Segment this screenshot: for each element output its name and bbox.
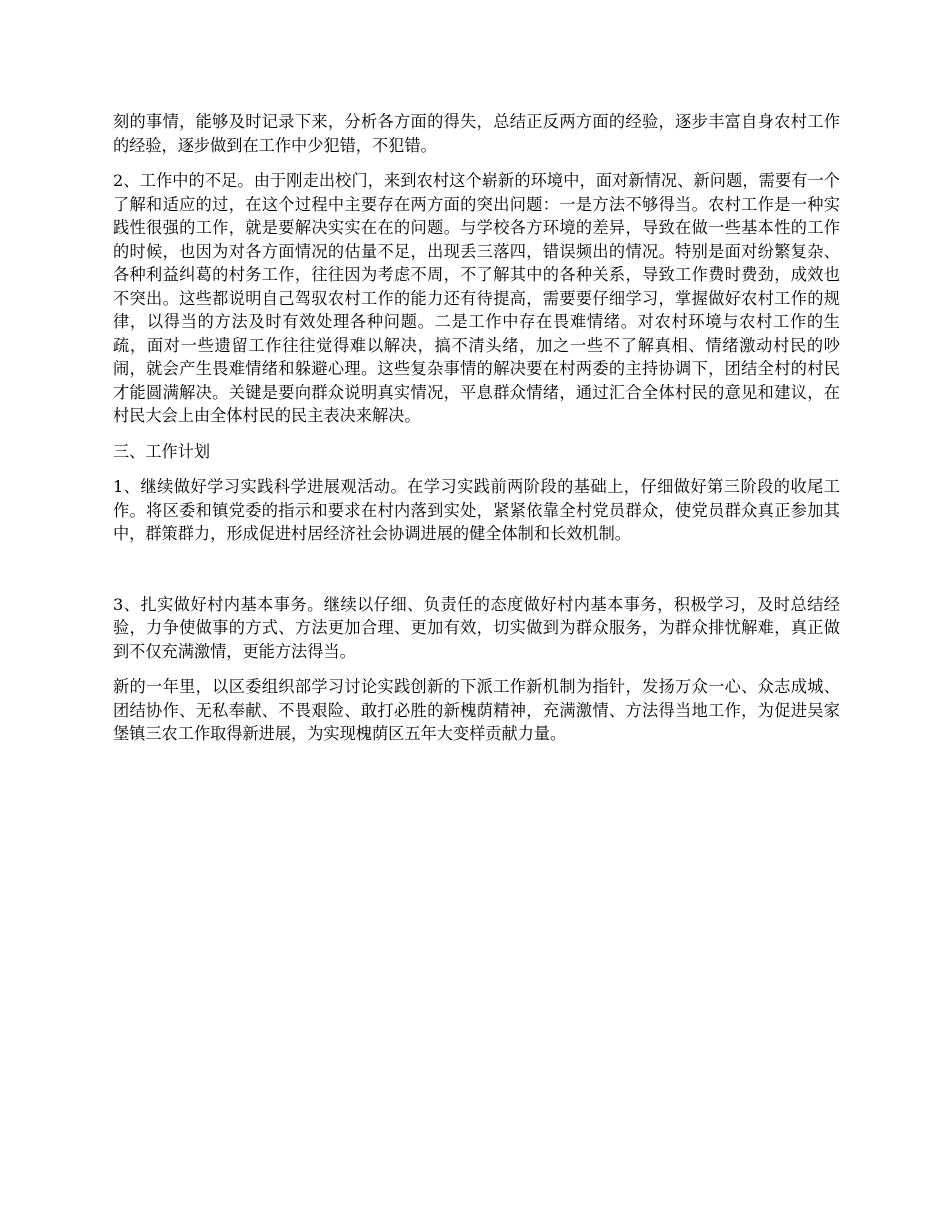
paragraph-plan-item-3: 3、扎实做好村内基本事务。继续以仔细、负责任的态度做好村内基本事务，积极学习，及时总结经验，力争使做事的方式、方法更加合理、更加有效，切实做到为群众服务，为群众排忧解难，真正做到不仅充满激情，更能方法得当。: [113, 594, 840, 661]
paragraph-experience-summary: 刻的事情，能够及时记录下来，分析各方面的得失，总结正反两方面的经验，逐步丰富自身农村工作的经验，逐步做到在工作中少犯错，不犯错。: [113, 112, 840, 155]
paragraph-conclusion: 新的一年里，以区委组织部学习讨论实践创新的下派工作新机制为指针，发扬万众一心、众志成城、团结协作、无私奉献、不畏艰险、敢打必胜的新槐荫精神，充满激情、方法得当地工作，为促进吴家堡镇三农工作取得新进展，为实现槐荫区五年大变样贡献力量。: [113, 677, 840, 743]
paragraph-plan-item-1: 1、继续做好学习实践科学进展观活动。在学习实践前两阶段的基础上，仔细做好第三阶段的收尾工作。将区委和镇党委的指示和要求在村内落到实处，紧紧依靠全村党员群众，使党员群众真正参加其中，群策群力，形成促进村居经济社会协调进展的健全体制和长效机制。: [113, 477, 840, 543]
paragraph-shortcomings: 2、工作中的不足。由于刚走出校门，来到农村这个崭新的环境中，面对新情况、新问题，需要有一个了解和适应的过，在这个过程中主要存在两方面的突出问题：一是方法不够得当。农村工作是一种实践性很强的工作，就是要解决实实在在的问题。与学校各方环境的差异，导致在做一些基本性的工作的时候，也因为对各方面情况的估量不足，出现丢三落四，错误频出的情况。特别是面对纷繁复杂、各种利益纠葛的村务工作，往往因为考虑不周，不了解其中的各种关系，导致工作费时费劲，成效也不突出。这些都说明自己驾驭农村工作的能力还有待提高，需要要仔细学习，掌握做好农村工作的规律，以得当的方法及时有效处理各种问题。二是工作中存在畏难情绪。对农村环境与农村工作的生疏，面对一些遗留工作往往觉得难以解决，搞不清头绪，加之一些不了解真相、情绪激动村民的吵闹，就会产生畏难情绪和躲避心理。这些复杂事情的解决要在村两委的主持协调下，团结全村的村民才能圆满解决。关键是要向群众说明真实情况，平息群众情绪，通过汇合全体村民的意见和建议，在村民大会上由全体村民的民主表决来解决。: [113, 171, 840, 425]
blank-gap: [113, 558, 840, 593]
section-heading-work-plan: 三、工作计划: [113, 441, 211, 461]
document-page: [113, 110, 840, 758]
